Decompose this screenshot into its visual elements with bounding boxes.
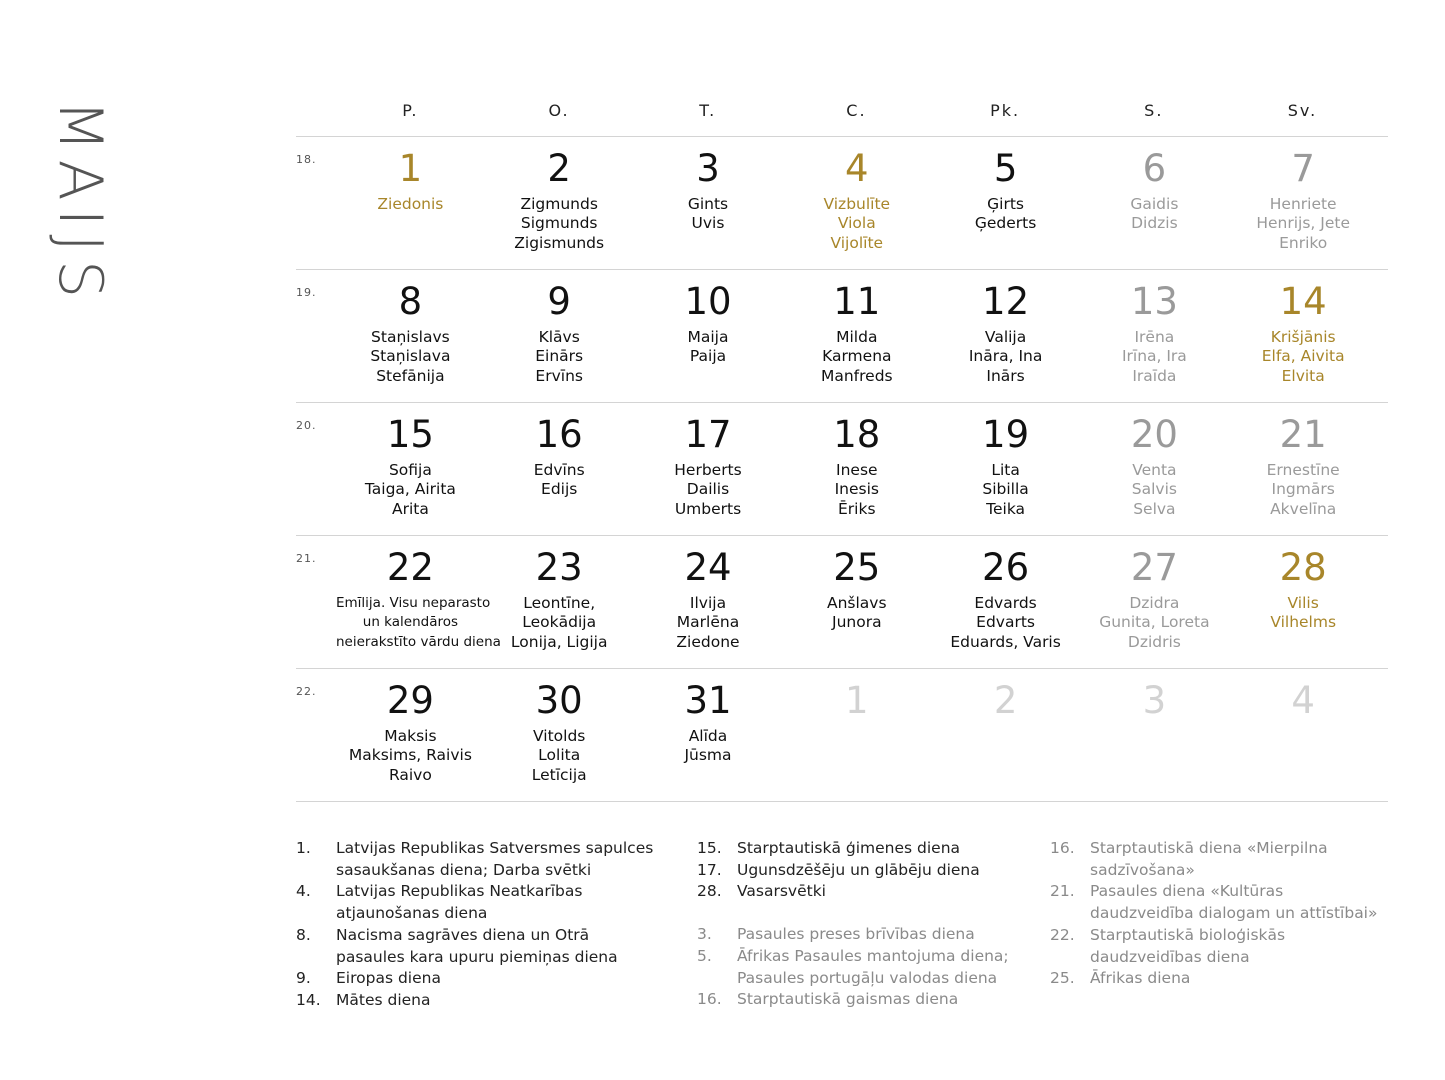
name-day: Sibilla xyxy=(982,480,1029,499)
day-number: 1 xyxy=(398,147,423,190)
name-day: Gunita, Loreta xyxy=(1099,613,1210,632)
name-day: Selva xyxy=(1133,499,1176,518)
name-day: Ģederts xyxy=(974,214,1037,233)
name-day: Sofija xyxy=(388,461,432,479)
name-day: Jūsma xyxy=(684,746,732,765)
holiday-date: 8. xyxy=(296,925,311,944)
week-number-cell xyxy=(296,536,336,668)
holiday-date: 5. xyxy=(697,946,712,965)
name-day-list xyxy=(782,594,931,633)
holiday-date: 22. xyxy=(1050,925,1075,944)
day-cell xyxy=(1080,403,1229,535)
week-number-cell xyxy=(296,669,336,801)
holiday-note xyxy=(296,881,653,924)
holiday-text xyxy=(336,881,582,924)
day-cell xyxy=(1229,270,1378,402)
name-day: Klāvs xyxy=(538,328,580,346)
name-day: un kalendāros xyxy=(362,614,459,631)
name-day: Edvīns xyxy=(533,461,585,479)
day-number: 6 xyxy=(1142,147,1167,190)
holiday-text-line: Pasaules diena «Kultūras xyxy=(1090,882,1284,901)
name-day: Dailis xyxy=(686,480,730,499)
day-number: 21 xyxy=(1279,413,1327,456)
day-cell xyxy=(485,669,634,801)
day-cell xyxy=(1080,137,1229,269)
holiday-note xyxy=(697,860,1009,882)
name-day: Lolita xyxy=(538,746,581,765)
name-day: Edijs xyxy=(541,480,578,499)
name-day: Paija xyxy=(689,347,727,366)
name-day: Valija xyxy=(984,328,1027,346)
week-row xyxy=(296,669,1388,802)
day-number: 26 xyxy=(982,546,1030,589)
name-day-list xyxy=(782,195,931,253)
holiday-date: 17. xyxy=(697,860,722,879)
name-day: Inārs xyxy=(986,366,1025,385)
name-day: Salvis xyxy=(1131,480,1177,499)
holiday-date: 1. xyxy=(296,839,311,857)
name-day: Venta xyxy=(1132,461,1177,479)
week-row xyxy=(296,137,1388,270)
weekday-label: Pk. xyxy=(990,101,1021,120)
holiday-note xyxy=(296,838,653,881)
holiday-note xyxy=(1050,838,1377,881)
week-number: 22. xyxy=(296,685,317,698)
holiday-date: 4. xyxy=(296,882,311,901)
name-day: Ernestīne xyxy=(1266,461,1340,479)
day-cell xyxy=(634,536,783,668)
holiday-text-line: Starptautiskā diena «Mierpilna xyxy=(1090,839,1328,857)
holiday-text-line: Nacisma sagrāves diena un Otrā xyxy=(336,925,590,944)
name-day: Milda xyxy=(836,328,878,346)
name-day: Sigmunds xyxy=(520,214,598,233)
holiday-date: 28. xyxy=(697,882,722,901)
name-day: Ingmārs xyxy=(1271,480,1335,499)
day-number: 22 xyxy=(386,546,434,589)
day-cell xyxy=(634,403,783,535)
holiday-date: 25. xyxy=(1050,969,1075,988)
day-cell xyxy=(782,137,931,269)
day-number: 7 xyxy=(1291,147,1315,190)
month-title xyxy=(40,98,120,308)
day-number: 4 xyxy=(1291,679,1315,722)
name-day: Staņislava xyxy=(370,347,451,366)
day-cell xyxy=(1229,137,1378,269)
holiday-text xyxy=(336,968,441,990)
name-day: Karmena xyxy=(822,347,892,366)
name-day-list xyxy=(336,461,485,519)
name-day: Irēna xyxy=(1134,328,1175,346)
holiday-text-line: Starptautiskā gaismas diena xyxy=(737,990,959,1009)
name-day: Edvards xyxy=(974,594,1037,612)
holiday-text-line: Vasarsvētki xyxy=(737,882,826,901)
day-cell xyxy=(485,536,634,668)
day-number: 1 xyxy=(845,679,869,722)
day-cell xyxy=(931,669,1080,801)
name-day: Ziedone xyxy=(676,632,740,651)
name-day-list xyxy=(336,594,501,652)
holiday-date: 3. xyxy=(697,925,712,944)
day-number: 11 xyxy=(833,280,881,323)
name-day: Akvelīna xyxy=(1270,499,1337,518)
name-day: Alīda xyxy=(688,727,728,745)
day-cell xyxy=(931,536,1080,668)
name-day: Dzidra xyxy=(1129,594,1180,612)
holiday-text xyxy=(737,838,960,860)
holiday-text xyxy=(1090,881,1377,924)
holiday-text xyxy=(1090,925,1285,968)
day-number: 13 xyxy=(1130,280,1178,323)
name-day: Henriete xyxy=(1269,195,1337,213)
name-day: Dzidris xyxy=(1127,632,1181,651)
holiday-note xyxy=(296,968,653,990)
name-day: Ģirts xyxy=(987,195,1024,213)
name-day: Anšlavs xyxy=(827,594,887,612)
day-cell xyxy=(931,403,1080,535)
day-number: 12 xyxy=(982,280,1030,323)
day-cell xyxy=(1229,669,1378,801)
weekday-label: T. xyxy=(699,101,717,120)
notes-official-holidays xyxy=(697,838,1009,903)
name-day: Lonija, Ligija xyxy=(510,632,608,651)
holiday-text xyxy=(336,990,431,1012)
holiday-date: 14. xyxy=(296,990,321,1009)
name-day-list xyxy=(931,328,1080,386)
day-cell xyxy=(1080,536,1229,668)
name-day: Enriko xyxy=(1279,233,1328,252)
name-day: Arita xyxy=(391,499,429,518)
holiday-text-line: Eiropas diena xyxy=(336,969,441,988)
name-day: Teika xyxy=(986,499,1026,518)
day-number: 19 xyxy=(982,413,1030,456)
name-day: Elvita xyxy=(1281,366,1325,385)
day-number: 23 xyxy=(535,546,583,589)
day-number: 16 xyxy=(535,413,583,456)
day-number: 27 xyxy=(1130,546,1178,589)
day-number: 10 xyxy=(684,280,732,323)
day-cell xyxy=(634,669,783,801)
holiday-date: 21. xyxy=(1050,882,1075,901)
day-cell xyxy=(336,137,485,269)
holiday-text xyxy=(737,989,958,1011)
holiday-text xyxy=(336,925,618,968)
day-cell xyxy=(336,270,485,402)
day-number: 2 xyxy=(993,679,1018,722)
day-number: 30 xyxy=(535,679,583,722)
name-day-list xyxy=(634,195,783,234)
holiday-note xyxy=(296,990,653,1012)
holiday-note xyxy=(697,989,1009,1011)
name-day: Manfreds xyxy=(820,366,893,385)
name-day: Lita xyxy=(991,461,1020,479)
name-day: Maija xyxy=(687,328,729,346)
name-day: Didzis xyxy=(1131,214,1178,233)
day-cell xyxy=(931,137,1080,269)
header-spacer xyxy=(296,88,336,136)
name-day-list xyxy=(931,195,1080,234)
weekday-label: P. xyxy=(402,101,419,120)
notes-column-3 xyxy=(1050,838,1377,990)
day-number: 14 xyxy=(1279,280,1327,323)
holiday-text-line: Āfrikas diena xyxy=(1090,969,1191,988)
name-day-list xyxy=(931,594,1080,652)
name-day: Staņislavs xyxy=(371,328,450,346)
holiday-text-line: sasaukšanas diena; Darba svētki xyxy=(336,860,592,879)
name-day-list xyxy=(485,727,634,785)
name-day-list xyxy=(931,461,1080,519)
name-day: Ziedonis xyxy=(377,195,444,213)
name-day: Elfa, Aivita xyxy=(1261,347,1345,366)
name-day-list xyxy=(1229,195,1378,253)
day-cell xyxy=(782,403,931,535)
day-cell xyxy=(782,536,931,668)
holiday-note xyxy=(697,881,1009,903)
holiday-text-line: Ugunsdzēšēju un glābēju diena xyxy=(737,860,980,879)
name-day: Gints xyxy=(687,195,729,213)
name-day-list xyxy=(336,328,485,386)
holiday-note xyxy=(697,946,1009,989)
name-day: Umberts xyxy=(674,499,742,518)
day-cell xyxy=(931,270,1080,402)
holiday-note xyxy=(296,925,653,968)
holiday-text xyxy=(737,924,975,946)
name-day: Iraīda xyxy=(1132,366,1177,385)
name-day: Leokādija xyxy=(522,613,597,632)
holiday-text-line: pasaules kara upuru piemiņas diena xyxy=(336,947,618,966)
day-number: 18 xyxy=(833,413,881,456)
calendar-grid xyxy=(296,88,1388,802)
holiday-text-line: Pasaules preses brīvības diena xyxy=(737,925,975,944)
day-number: 3 xyxy=(1142,679,1167,722)
holiday-note xyxy=(697,924,1009,946)
name-day: Irīna, Ira xyxy=(1121,347,1187,366)
holiday-text-line: Starptautiskā ģimenes diena xyxy=(737,839,961,857)
day-number: 24 xyxy=(684,546,732,589)
notes-column-2 xyxy=(697,838,1009,1011)
name-day: neierakstīto vārdu diena xyxy=(336,633,501,650)
notes-international-days xyxy=(697,924,1009,1011)
week-row xyxy=(296,536,1388,669)
day-cell xyxy=(1080,669,1229,801)
name-day-list xyxy=(1229,461,1378,519)
name-day-list xyxy=(634,727,783,766)
name-day: Taiga, Airita xyxy=(364,480,456,499)
name-day-list xyxy=(336,727,485,785)
month-title-text: MAIJS xyxy=(45,99,116,307)
day-cell xyxy=(1080,270,1229,402)
holiday-text-line: Latvijas Republikas Satversmes sapulces xyxy=(336,839,654,857)
weeks-container xyxy=(296,137,1388,802)
holiday-text-line: Āfrikas Pasaules mantojuma diena; xyxy=(737,946,1009,965)
week-number-cell xyxy=(296,137,336,269)
holiday-note xyxy=(1050,968,1377,990)
day-cell xyxy=(485,270,634,402)
week-row xyxy=(296,403,1388,536)
week-number-cell xyxy=(296,270,336,402)
week-number: 20. xyxy=(296,419,317,432)
holiday-text-line: Mātes diena xyxy=(336,990,431,1009)
name-day: Vitolds xyxy=(533,727,586,745)
day-number: 9 xyxy=(547,280,571,323)
day-number: 20 xyxy=(1130,413,1178,456)
name-day-list xyxy=(1080,461,1229,519)
name-day: Ināra, Ina xyxy=(968,347,1043,366)
day-cell xyxy=(782,270,931,402)
holiday-text xyxy=(737,946,1009,989)
name-day: Gaidis xyxy=(1130,195,1179,213)
name-day-list xyxy=(1080,328,1229,386)
name-day: Inese xyxy=(836,461,878,479)
day-number: 29 xyxy=(386,679,434,722)
holiday-text xyxy=(737,860,980,882)
week-row xyxy=(296,270,1388,403)
weekday-label: Sv. xyxy=(1287,101,1318,120)
holiday-text-line: daudzveidības diena xyxy=(1090,947,1250,966)
name-day: Leontīne, xyxy=(523,594,596,612)
name-day: Inesis xyxy=(834,480,879,499)
week-number-cell xyxy=(296,403,336,535)
holiday-text xyxy=(737,881,826,903)
day-cell xyxy=(782,669,931,801)
name-day: Ēriks xyxy=(838,499,876,518)
name-day: Stefānija xyxy=(376,366,445,385)
name-day: Eduards, Varis xyxy=(950,632,1061,651)
name-day: Zigmunds xyxy=(520,195,598,213)
holiday-date: 16. xyxy=(697,990,722,1009)
name-day: Emīlija. Visu neparasto xyxy=(336,595,491,611)
week-number: 19. xyxy=(296,286,317,299)
notes-column-1 xyxy=(296,838,653,1012)
holiday-text-line: Starptautiskā bioloģiskās xyxy=(1090,925,1286,944)
holiday-text xyxy=(336,838,653,881)
day-cell xyxy=(336,403,485,535)
name-day: Maksims, Raivis xyxy=(348,746,472,765)
name-day-list xyxy=(485,328,634,386)
name-day: Zigismunds xyxy=(514,233,605,252)
weekday-header xyxy=(296,88,1388,137)
day-cell xyxy=(485,137,634,269)
day-cell xyxy=(485,403,634,535)
day-cell xyxy=(336,536,501,668)
name-day-list xyxy=(782,328,931,386)
day-number: 28 xyxy=(1279,546,1327,589)
weekday-label: S. xyxy=(1144,101,1164,120)
name-day: Uvis xyxy=(691,214,725,233)
name-day: Raivo xyxy=(388,765,432,784)
day-number: 31 xyxy=(684,679,732,722)
holiday-date: 15. xyxy=(697,839,722,857)
holiday-note xyxy=(697,838,1009,860)
day-number: 5 xyxy=(993,147,1018,190)
name-day: Krišjānis xyxy=(1270,328,1336,346)
day-number: 8 xyxy=(398,280,423,323)
name-day: Maksis xyxy=(384,727,437,745)
day-cell xyxy=(336,669,485,801)
day-cell xyxy=(634,270,783,402)
name-day-list xyxy=(634,461,783,519)
name-day-list xyxy=(485,594,634,652)
holiday-text-line: Latvijas Republikas Neatkarības xyxy=(336,882,583,901)
holiday-text-line: daudzveidība dialogam un attīstībai» xyxy=(1090,904,1378,923)
holiday-text xyxy=(1090,968,1190,990)
name-day: Henrijs, Jete xyxy=(1256,214,1350,233)
name-day: Letīcija xyxy=(531,765,587,784)
day-number: 15 xyxy=(386,413,434,456)
name-day: Vizbulīte xyxy=(823,195,891,213)
name-day-list xyxy=(634,594,783,652)
name-day-list xyxy=(485,461,634,500)
day-number: 3 xyxy=(696,147,720,190)
day-cell xyxy=(1229,403,1378,535)
name-day-list xyxy=(336,195,485,214)
name-day: Viola xyxy=(837,214,876,233)
name-day: Junora xyxy=(832,613,882,632)
holiday-text-line: Pasaules portugāļu valodas diena xyxy=(737,968,998,987)
name-day-list xyxy=(782,461,931,519)
name-day: Vilhelms xyxy=(1270,613,1337,632)
holiday-date: 16. xyxy=(1050,839,1075,857)
name-day: Ilvija xyxy=(689,594,727,612)
name-day-list xyxy=(1229,328,1378,386)
weekday-label: C. xyxy=(846,101,867,120)
holiday-date: 9. xyxy=(296,969,311,988)
name-day-list xyxy=(1080,195,1229,234)
name-day: Vijolīte xyxy=(830,233,884,252)
holiday-note xyxy=(1050,881,1377,924)
day-cell xyxy=(634,137,783,269)
day-cell xyxy=(1229,536,1378,668)
day-number: 17 xyxy=(684,413,732,456)
name-day: Vilis xyxy=(1287,594,1319,612)
name-day: Edvarts xyxy=(976,613,1035,632)
name-day-list xyxy=(1229,594,1378,633)
holiday-text-line: sadzīvošana» xyxy=(1090,860,1195,879)
holiday-text xyxy=(1090,838,1328,881)
holiday-text-line: atjaunošanas diena xyxy=(336,904,488,923)
name-day-list xyxy=(634,328,783,367)
day-number: 4 xyxy=(845,147,869,190)
day-number: 2 xyxy=(547,147,571,190)
week-number: 21. xyxy=(296,552,317,565)
name-day: Herberts xyxy=(674,461,742,479)
week-number: 18. xyxy=(296,153,317,166)
name-day: Einārs xyxy=(535,347,584,366)
weekday-label: O. xyxy=(548,101,570,120)
name-day: Marlēna xyxy=(676,613,740,632)
name-day-list xyxy=(1080,594,1229,652)
name-day: Ervīns xyxy=(535,366,583,385)
holiday-note xyxy=(1050,925,1377,968)
name-day-list xyxy=(485,195,634,253)
day-number: 25 xyxy=(833,546,881,589)
